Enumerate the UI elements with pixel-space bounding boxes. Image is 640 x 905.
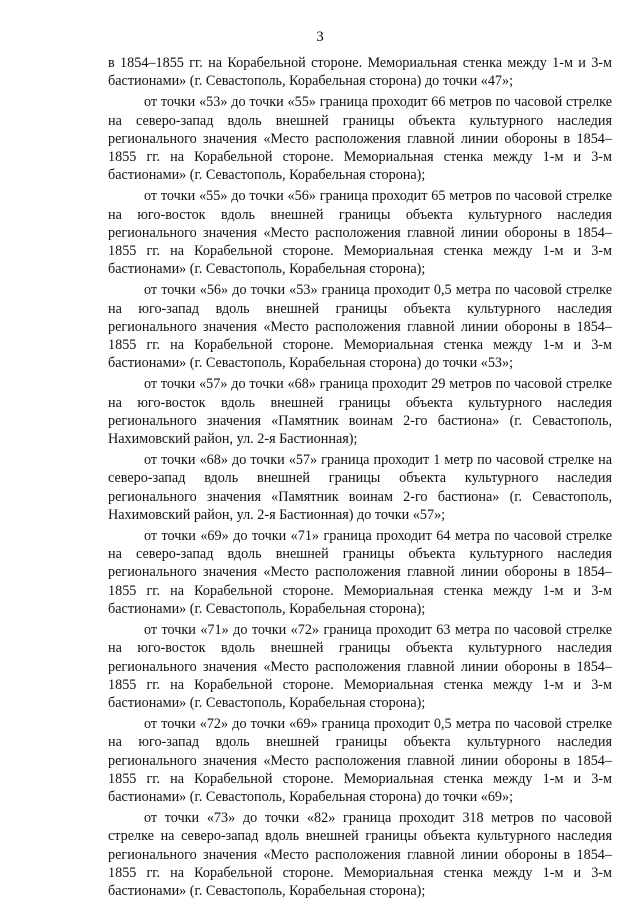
paragraph-boundary-56-53: от точки «56» до точки «53» граница проходит 0,5 метра по часовой стрелке на юго-запад вдоль внешней границы объекта культурного наследия регионального значения «Место расположения главной линии обороны в 1854–1855 гг. на Корабельной стороне. Мемориальная стенка между 1-м и 3-м бастионами» (г. Севастополь, Корабельная сторона) до точки «53»; xyxy=(108,282,612,372)
paragraph-boundary-72-69: от точки «72» до точки «69» граница проходит 0,5 метра по часовой стрелке на юго-запад вдоль внешней границы объекта культурного наследия регионального значения «Место расположения главной линии обороны в 1854–1855 гг. на Корабельной стороне. Мемориальная стенка между 1-м и 3-м бастионами» (г. Севастополь, Корабельная сторона) до точки «69»; xyxy=(108,716,612,805)
paragraph-boundary-55-56: от точки «55» до точки «56» граница проходит 65 метров по часовой стрелке на юго-восток вдоль внешней границы объекта культурного наследия регионального значения «Место расположения главной линии обороны в 1854–1855 гг. на Корабельной стороне. Мемориальная стенка между 1-м и 3-м бастионами» (г. Севастополь, Корабельная сторона); xyxy=(108,188,612,278)
page-number: 3 xyxy=(316,29,324,45)
paragraph-boundary-71-72: от точки «71» до точки «72» граница проходит 63 метра по часовой стрелке на юго-восток вдоль внешней границы объекта культурного наследия регионального значения «Место расположения главной линии обороны в 1854–1855 гг. на Корабельной стороне. Мемориальная стенка между 1-м и 3-м бастионами» (г. Севастополь, Корабельная сторона); xyxy=(108,622,612,711)
paragraph-boundary-53-55: от точки «53» до точки «55» граница проходит 66 метров по часовой стрелке на северо-запад вдоль внешней границы объекта культурного наследия регионального значения «Место расположения главной линии обороны в 1854–1855 гг. на Корабельной стороне. Мемориальная стенка между 1-м и 3-м бастионами» (г. Севастополь, Корабельная сторона); xyxy=(108,94,612,184)
document-body xyxy=(108,54,612,903)
paragraph-continuation: в 1854–1855 гг. на Корабельной стороне. Мемориальная стенка между 1-м и 3-м бастионами» (г. Севастополь, Корабельная сторона) до точки «47»; xyxy=(108,55,612,90)
paragraph-boundary-57-68: от точки «57» до точки «68» граница проходит 29 метров по часовой стрелке на юго-восток вдоль внешней границы объекта культурного наследия регионального значения «Памятник воинам 2-го бастиона» (г. Севастополь, Нахимовский район, ул. 2-я Бастионная); xyxy=(108,376,612,448)
paragraph-boundary-69-71: от точки «69» до точки «71» граница проходит 64 метра по часовой стрелке на северо-запад вдоль внешней границы объекта культурного наследия регионального значения «Место расположения главной линии обороны в 1854–1855 гг. на Корабельной стороне. Мемориальная стенка между 1-м и 3-м бастионами» (г. Севастополь, Корабельная сторона); xyxy=(108,528,612,617)
paragraph-boundary-73-82: от точки «73» до точки «82» граница проходит 318 метров по часовой стрелке на северо-запад вдоль внешней границы объекта культурного наследия регионального значения «Место расположения главной линии обороны в 1854–1855 гг. на Корабельной стороне. Мемориальная стенка между 1-м и 3-м бастионами» (г. Севастополь, Корабельная сторона); xyxy=(108,810,612,899)
paragraph-boundary-68-57: от точки «68» до точки «57» граница проходит 1 метр по часовой стрелке на северо-запад вдоль внешней границы объекта культурного наследия регионального значения «Памятник воинам 2-го бастиона» (г. Севастополь, Нахимовский район, ул. 2-я Бастионная) до точки «57»; xyxy=(108,452,612,523)
